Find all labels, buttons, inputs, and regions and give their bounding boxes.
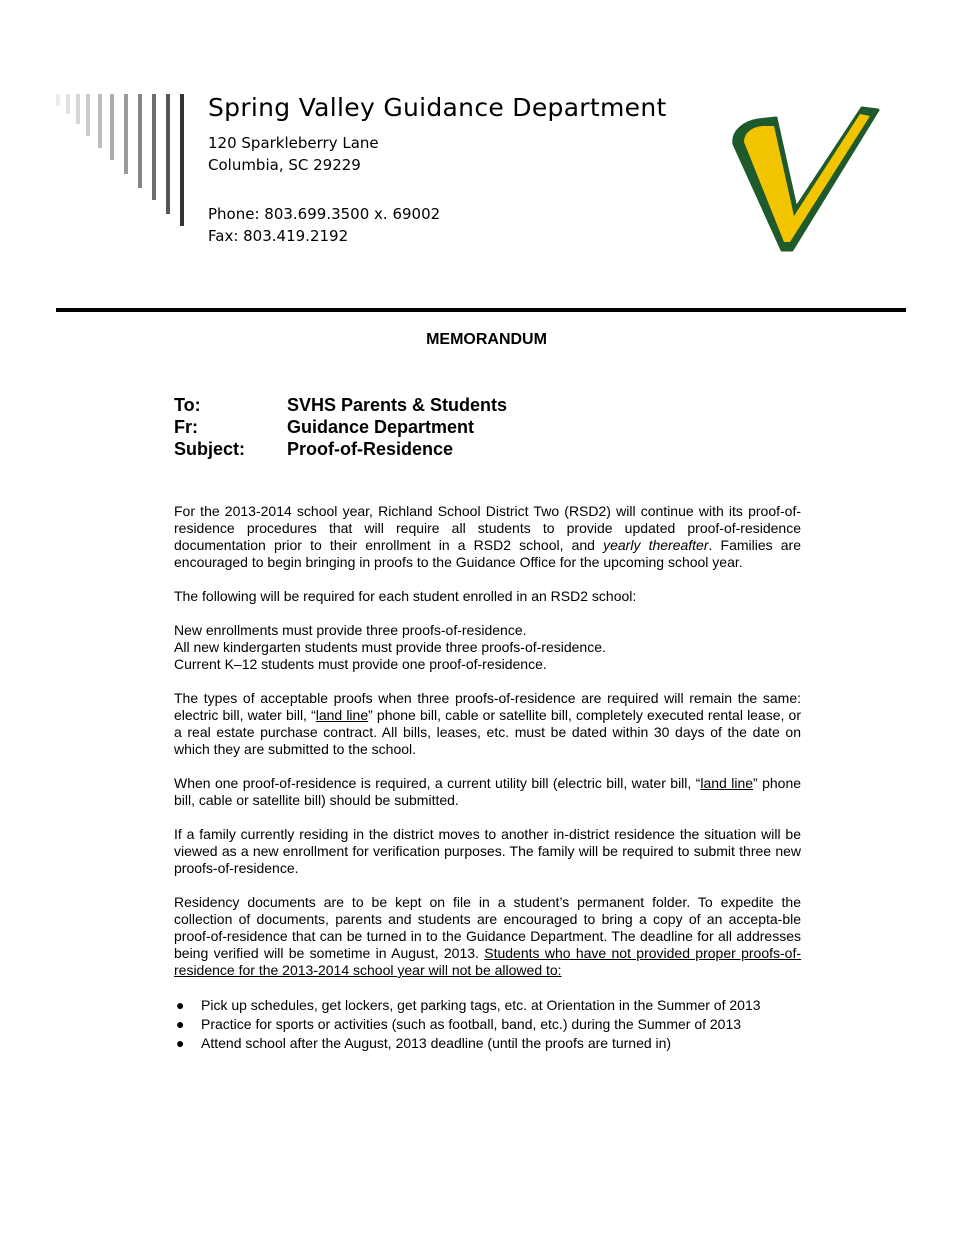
acceptable-proofs-paragraph: The types of acceptable proofs when three proofs-of-residence are required will remain the same: electric bill, water bill, “land line” phone bill, cable or satellite bill, completely executed rental lease, or a real estate purchase contract. All bills, leases, etc. must be dated within 30 days of the date on which they are submitted to the school.: [174, 690, 801, 757]
to-value: SVHS Parents & Students: [287, 395, 508, 415]
header-decorative-bars: [56, 94, 186, 226]
residency-documents-paragraph: Residency documents are to be kept on file in a student’s permanent folder. To expedite the collection of documents, parents and students are encouraged to bring a copy of an accepta-ble proof-of-residence that can be turned in to the Guidance Department. The deadline for all addresses being verified will be sometime in August, 2013. Students who have not provided proper proofs-of-residence for the 2013-2014 school year will not be allowed to:: [174, 894, 801, 978]
subject-label: Subject:: [174, 439, 246, 459]
memo-subject-row: [174, 438, 507, 460]
bullet-icon: ●: [176, 1016, 185, 1032]
list-item: ● Pick up schedules, get lockers, get parking tags, etc. at Orientation in the Summer of 2013: [176, 997, 761, 1013]
from-value: Guidance Department: [287, 417, 475, 437]
header-divider: [56, 308, 906, 312]
street-address: 120 Sparkleberry Lane: [208, 134, 379, 152]
list-item: ● Attend school after the August, 2013 deadline (until the proofs are turned in): [176, 1035, 672, 1051]
phone-number: Phone: 803.699.3500 x. 69002: [208, 205, 441, 223]
spring-valley-v-logo-icon: [730, 104, 882, 254]
bullet-icon: ●: [176, 997, 185, 1013]
to-label: To:: [174, 395, 201, 415]
requirements-intro: The following will be required for each student enrolled in an RSD2 school:: [174, 588, 637, 604]
moving-family-paragraph: If a family currently residing in the district moves to another in-district residence the situation will be viewed as a new enrollment for verification purposes. The family will be required to submit three new proofs-of-residence.: [174, 826, 801, 876]
one-proof-paragraph: When one proof-of-residence is required, a current utility bill (electric bill, water bill, “land line” phone bill, cable or satellite bill) should be submitted.: [174, 775, 802, 808]
memo-from-row: [174, 416, 507, 438]
memo-header: [174, 394, 507, 460]
intro-paragraph: For the 2013-2014 school year, Richland School District Two (RSD2) will continue with its proof-of-residence procedures that will require all students to provide updated proof-of-residence documentation prior to their enrollment in a RSD2 school, and yearly thereafter. Families are encouraged to begin bringing in proofs to the Guidance Office for the upcoming school year.: [174, 503, 802, 570]
bullet-icon: ●: [176, 1035, 185, 1051]
requirements-list: [174, 622, 801, 673]
fax-number: Fax: 803.419.2192: [208, 227, 349, 245]
city-state-zip: Columbia, SC 29229: [208, 156, 361, 174]
memo-body: [174, 503, 801, 1053]
subject-value: Proof-of-Residence: [287, 439, 454, 459]
restrictions-list: [174, 996, 801, 1053]
from-label: Fr:: [174, 417, 198, 437]
requirement-item: New enrollments must provide three proofs-of-residence.: [174, 622, 527, 638]
list-item: ● Practice for sports or activities (such as football, band, etc.) during the Summer of 2013: [176, 1016, 742, 1032]
requirement-item: All new kindergarten students must provide three proofs-of-residence.: [174, 639, 606, 655]
department-title: Spring Valley Guidance Department: [208, 93, 667, 122]
requirement-item: Current K–12 students must provide one proof-of-residence.: [174, 656, 547, 672]
memo-title: MEMORANDUM: [426, 331, 547, 348]
memo-to-row: [174, 394, 507, 416]
